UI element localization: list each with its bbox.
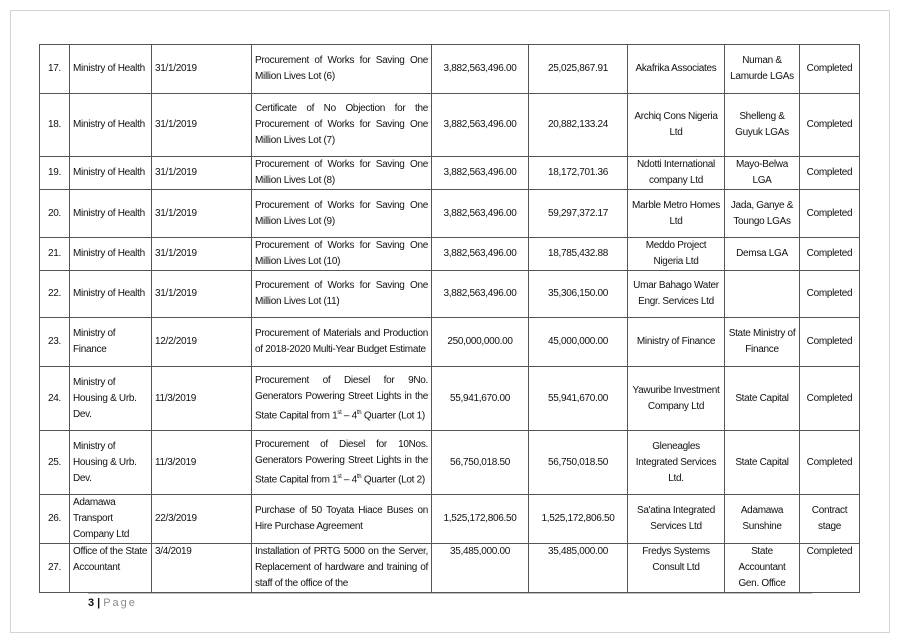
date-cell: 22/3/2019 xyxy=(152,495,252,544)
location-cell: Adamawa Sunshine xyxy=(725,495,800,544)
description-cell: Certificate of No Objection for the Procurement of Works for Saving One Million Lives Lot (7) xyxy=(252,94,432,157)
description-cell xyxy=(252,431,432,495)
budget-cell: 250,000,000.00 xyxy=(432,318,529,367)
date-cell: 31/1/2019 xyxy=(152,45,252,94)
location-cell: Numan & Lamurde LGAs xyxy=(725,45,800,94)
contractor-cell: Marble Metro Homes Ltd xyxy=(628,190,725,238)
mda-cell: Ministry of Housing & Urb. Dev. xyxy=(70,367,152,431)
date-cell: 11/3/2019 xyxy=(152,367,252,431)
contractor-cell: Fredys Systems Consult Ltd xyxy=(628,544,725,593)
status-cell: Completed xyxy=(800,94,860,157)
ordinal-suffix: st xyxy=(337,409,342,416)
row-number: 24. xyxy=(40,367,70,431)
table-row xyxy=(40,45,860,94)
description-text: Quarter (Lot 1) xyxy=(361,410,425,422)
budget-cell: 55,941,670.00 xyxy=(432,367,529,431)
table-row xyxy=(40,271,860,318)
budget-cell: 56,750,018.50 xyxy=(432,431,529,495)
status-cell: Completed xyxy=(800,45,860,94)
contractor-cell: Archiq Cons Nigeria Ltd xyxy=(628,94,725,157)
contractor-cell: Yawuribe Investment Company Ltd xyxy=(628,367,725,431)
description-cell: Procurement of Works for Saving One Million Lives Lot (10) xyxy=(252,238,432,271)
amount-cell: 25,025,867.91 xyxy=(529,45,628,94)
ordinal-suffix: th xyxy=(356,473,362,480)
row-number: 22. xyxy=(40,271,70,318)
location-cell: State Ministry of Finance xyxy=(725,318,800,367)
status-cell: Completed xyxy=(800,367,860,431)
description-text: – 4 xyxy=(341,474,357,486)
description-cell: Procurement of Materials and Production of 2018-2020 Multi-Year Budget Estimate xyxy=(252,318,432,367)
date-cell: 31/1/2019 xyxy=(152,190,252,238)
description-text: Procurement of Diesel for 9No. Generators Powering Street Lights in the State Capital from 1 xyxy=(255,374,428,422)
ordinal-suffix: st xyxy=(337,473,342,480)
budget-cell: 3,882,563,496.00 xyxy=(432,238,529,271)
description-text: Quarter (Lot 2) xyxy=(361,474,425,486)
description-cell: Procurement of Works for Saving One Million Lives Lot (9) xyxy=(252,190,432,238)
row-number: 18. xyxy=(40,94,70,157)
location-cell: Demsa LGA xyxy=(725,238,800,271)
status-cell: Completed xyxy=(800,431,860,495)
page-number: 3 xyxy=(88,597,95,609)
table-row xyxy=(40,157,860,190)
status-cell: Completed xyxy=(800,157,860,190)
table-row xyxy=(40,367,860,431)
contractor-cell: Umar Bahago Water Engr. Services Ltd xyxy=(628,271,725,318)
amount-cell: 59,297,372.17 xyxy=(529,190,628,238)
table-row xyxy=(40,94,860,157)
table-row xyxy=(40,190,860,238)
status-cell: Contract stage xyxy=(800,495,860,544)
contractor-cell: Meddo Project Nigeria Ltd xyxy=(628,238,725,271)
contractor-cell: Sa'atina Integrated Services Ltd xyxy=(628,495,725,544)
budget-cell: 3,882,563,496.00 xyxy=(432,271,529,318)
row-number: 25. xyxy=(40,431,70,495)
date-cell: 12/2/2019 xyxy=(152,318,252,367)
status-cell: Completed xyxy=(800,190,860,238)
status-cell: Completed xyxy=(800,544,860,593)
row-number: 23. xyxy=(40,318,70,367)
budget-cell: 3,882,563,496.00 xyxy=(432,190,529,238)
table-row xyxy=(40,495,860,544)
amount-cell: 35,306,150.00 xyxy=(529,271,628,318)
mda-cell: Ministry of Health xyxy=(70,157,152,190)
budget-cell: 3,882,563,496.00 xyxy=(432,94,529,157)
description-cell xyxy=(252,367,432,431)
description-text: – 4 xyxy=(341,410,357,422)
amount-cell: 35,485,000.00 xyxy=(529,544,628,593)
description-cell: Procurement of Works for Saving One Million Lives Lot (11) xyxy=(252,271,432,318)
budget-cell: 35,485,000.00 xyxy=(432,544,529,593)
mda-cell: Ministry of Health xyxy=(70,45,152,94)
row-number: 19. xyxy=(40,157,70,190)
location-cell: State Capital xyxy=(725,367,800,431)
budget-cell: 3,882,563,496.00 xyxy=(432,157,529,190)
row-number: 20. xyxy=(40,190,70,238)
mda-cell: Ministry of Health xyxy=(70,190,152,238)
ordinal-suffix: th xyxy=(356,409,362,416)
row-number: 27. xyxy=(40,544,70,593)
table-row xyxy=(40,238,860,271)
mda-cell: Ministry of Health xyxy=(70,238,152,271)
location-cell xyxy=(725,271,800,318)
amount-cell: 20,882,133.24 xyxy=(529,94,628,157)
budget-cell: 3,882,563,496.00 xyxy=(432,45,529,94)
budget-cell: 1,525,172,806.50 xyxy=(432,495,529,544)
date-cell: 11/3/2019 xyxy=(152,431,252,495)
description-cell: Purchase of 50 Toyata Hiace Buses on Hire Purchase Agreement xyxy=(252,495,432,544)
amount-cell: 1,525,172,806.50 xyxy=(529,495,628,544)
row-number: 21. xyxy=(40,238,70,271)
description-text: Procurement of Diesel for 10Nos. Generators Powering Street Lights in the State Capital from 1 xyxy=(255,438,428,486)
date-cell: 31/1/2019 xyxy=(152,238,252,271)
description-cell: Installation of PRTG 5000 on the Server, Replacement of hardware and training of staff of the office of the xyxy=(252,544,432,593)
table-row xyxy=(40,431,860,495)
date-cell: 3/4/2019 xyxy=(152,544,252,593)
contractor-cell: Gleneagles Integrated Services Ltd. xyxy=(628,431,725,495)
mda-cell: Ministry of Health xyxy=(70,94,152,157)
date-cell: 31/1/2019 xyxy=(152,271,252,318)
mda-cell: Office of the State Accountant xyxy=(70,544,152,593)
contractor-cell: Ministry of Finance xyxy=(628,318,725,367)
status-cell: Completed xyxy=(800,318,860,367)
status-cell: Completed xyxy=(800,238,860,271)
date-cell: 31/1/2019 xyxy=(152,94,252,157)
amount-cell: 45,000,000.00 xyxy=(529,318,628,367)
location-cell: Shelleng & Guyuk LGAs xyxy=(725,94,800,157)
date-cell: 31/1/2019 xyxy=(152,157,252,190)
contracts-table xyxy=(39,44,860,593)
page-footer xyxy=(88,597,137,609)
location-cell: State Capital xyxy=(725,431,800,495)
row-number: 17. xyxy=(40,45,70,94)
description-cell: Procurement of Works for Saving One Million Lives Lot (6) xyxy=(252,45,432,94)
contractor-cell: Ndotti International company Ltd xyxy=(628,157,725,190)
description-cell: Procurement of Works for Saving One Million Lives Lot (8) xyxy=(252,157,432,190)
location-cell: Mayo-Belwa LGA xyxy=(725,157,800,190)
table-row xyxy=(40,544,860,593)
row-number: 26. xyxy=(40,495,70,544)
location-cell: State Accountant Gen. Office xyxy=(725,544,800,593)
page-label: Page xyxy=(103,597,137,609)
mda-cell: Adamawa Transport Company Ltd xyxy=(70,495,152,544)
mda-cell: Ministry of Finance xyxy=(70,318,152,367)
amount-cell: 56,750,018.50 xyxy=(529,431,628,495)
footer-separator: | xyxy=(97,597,101,609)
amount-cell: 18,172,701.36 xyxy=(529,157,628,190)
footer-divider xyxy=(88,593,812,594)
amount-cell: 55,941,670.00 xyxy=(529,367,628,431)
table-row xyxy=(40,318,860,367)
mda-cell: Ministry of Housing & Urb. Dev. xyxy=(70,431,152,495)
amount-cell: 18,785,432.88 xyxy=(529,238,628,271)
location-cell: Jada, Ganye & Toungo LGAs xyxy=(725,190,800,238)
mda-cell: Ministry of Health xyxy=(70,271,152,318)
contractor-cell: Akafrika Associates xyxy=(628,45,725,94)
status-cell: Completed xyxy=(800,271,860,318)
